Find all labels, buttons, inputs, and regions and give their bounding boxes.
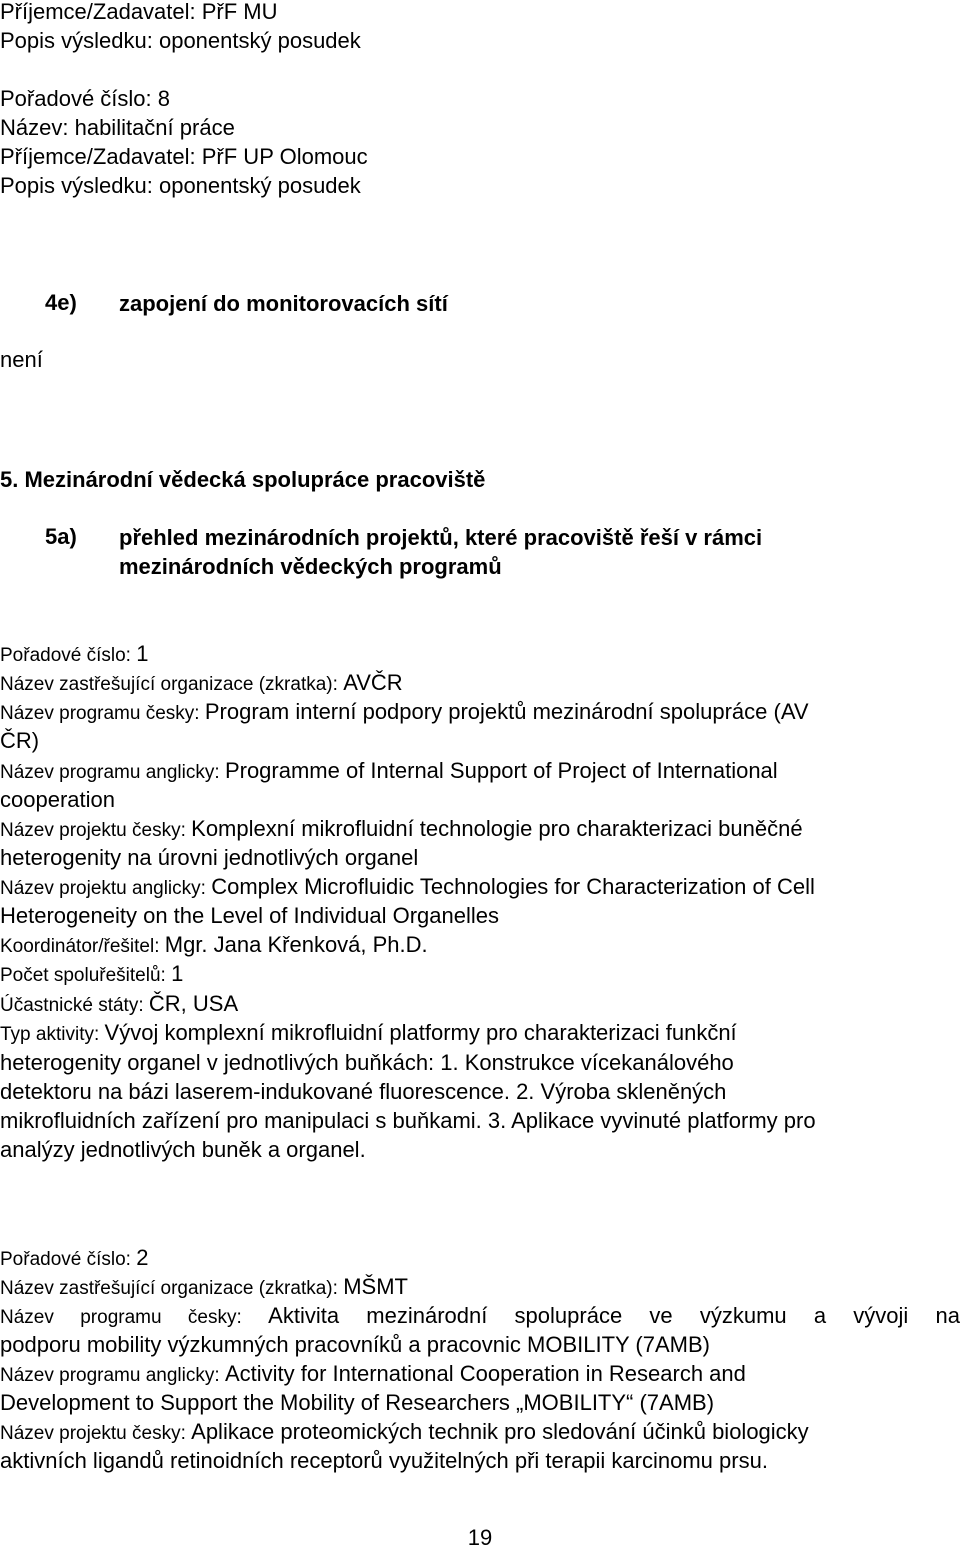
program-en-line bbox=[0, 1360, 746, 1390]
project-cz-continuation: heterogenity na úrovni jednotlivých organel bbox=[0, 845, 419, 870]
participating-states-line bbox=[0, 990, 238, 1020]
field-value: 2 bbox=[136, 1245, 149, 1270]
program-cz-continuation: ČR) bbox=[0, 728, 40, 753]
field-value: Aktivita mezinárodní spolupráce ve výzkumu a vývoji na bbox=[268, 1303, 960, 1328]
field-label: Název zastřešující organizace (zkratka): bbox=[0, 1278, 344, 1299]
field-value: ČR, USA bbox=[148, 991, 239, 1016]
field-value: Mgr. Jana Křenková, Ph.D. bbox=[164, 932, 428, 957]
section-title-line: mezinárodních vědeckých programů bbox=[119, 554, 502, 579]
organization-line bbox=[0, 1273, 408, 1303]
field-label: Pořadové číslo: bbox=[0, 645, 137, 666]
field-label: Název projektu anglicky: bbox=[0, 878, 212, 899]
field-label: Příjemce/Zadavatel: bbox=[0, 0, 202, 24]
chapter-title: 5. Mezinárodní vědecká spolupráce pracoviště bbox=[0, 467, 486, 492]
field-value: Aplikace proteomických technik pro sledování účinků biologicky bbox=[191, 1419, 809, 1444]
field-value: 1 bbox=[136, 641, 149, 666]
section-title: zapojení do monitorovacích sítí bbox=[119, 291, 448, 316]
section-number: 4e) bbox=[45, 290, 77, 315]
program-cz-line bbox=[0, 1302, 960, 1332]
order-number-line bbox=[0, 640, 149, 670]
activity-line bbox=[0, 1019, 737, 1049]
name-line bbox=[0, 114, 235, 142]
program-cz-continuation: podporu mobility výzkumných pracovníků a pracovnic MOBILITY (7AMB) bbox=[0, 1332, 710, 1357]
field-label: Název programu anglicky: bbox=[0, 1365, 225, 1386]
recipient-line bbox=[0, 143, 368, 171]
activity-continuation: mikrofluidních zařízení pro manipulaci s buňkami. 3. Aplikace vyvinuté platformy pro bbox=[0, 1108, 816, 1133]
field-value: Program interní podpory projektů mezinárodní spolupráce (AV bbox=[204, 699, 809, 724]
recipient-line bbox=[0, 0, 278, 26]
field-label: Pořadové číslo: bbox=[0, 86, 158, 111]
field-label: Účastnické státy: bbox=[0, 995, 149, 1016]
coordinator-line bbox=[0, 931, 428, 961]
field-value: AVČR bbox=[343, 670, 403, 695]
field-label: Popis výsledku: bbox=[0, 173, 159, 198]
field-value: Activity for International Cooperation in Research and bbox=[224, 1361, 746, 1386]
program-en-continuation: Development to Support the Mobility of Researchers „MOBILITY“ (7AMB) bbox=[0, 1390, 715, 1415]
project-cz-line bbox=[0, 815, 803, 845]
section-text: není bbox=[0, 347, 43, 372]
field-value: oponentský posudek bbox=[158, 173, 361, 198]
section-number: 5a) bbox=[45, 524, 77, 549]
description-line bbox=[0, 172, 361, 200]
field-value: 1 bbox=[171, 961, 184, 986]
field-value: PřF UP Olomouc bbox=[201, 144, 368, 169]
field-value: PřF MU bbox=[201, 0, 278, 24]
field-value: Komplexní mikrofluidní technologie pro charakterizaci buněčné bbox=[191, 816, 803, 841]
field-label: Počet spoluřešitelů: bbox=[0, 965, 172, 986]
field-label: Pořadové číslo: bbox=[0, 1249, 137, 1270]
field-value: 8 bbox=[157, 86, 170, 111]
field-label: Název programu česky: bbox=[0, 1307, 269, 1328]
field-label: Koordinátor/řešitel: bbox=[0, 936, 165, 957]
field-label: Typ aktivity: bbox=[0, 1024, 105, 1045]
field-label: Popis výsledku: bbox=[0, 28, 159, 53]
field-value: oponentský posudek bbox=[158, 28, 361, 53]
section-title-line: přehled mezinárodních projektů, které pracoviště řeší v rámci bbox=[119, 525, 763, 550]
project-en-line bbox=[0, 873, 815, 903]
project-cz-line bbox=[0, 1418, 809, 1448]
project-cz-continuation: aktivních ligandů retinoidních receptorů využitelných při terapii karcinomu prsu. bbox=[0, 1448, 768, 1473]
program-en-line bbox=[0, 757, 778, 787]
field-value: MŠMT bbox=[343, 1274, 408, 1299]
activity-continuation: heterogenity organel v jednotlivých buňkách: 1. Konstrukce vícekanálového bbox=[0, 1050, 734, 1075]
field-label: Název projektu česky: bbox=[0, 1423, 192, 1444]
field-label: Příjemce/Zadavatel: bbox=[0, 144, 202, 169]
field-value: Complex Microfluidic Technologies for Characterization of Cell bbox=[211, 874, 815, 899]
field-value: Vývoj komplexní mikrofluidní platformy pro charakterizaci funkční bbox=[104, 1020, 737, 1045]
field-label: Název projektu česky: bbox=[0, 820, 192, 841]
organization-line bbox=[0, 669, 403, 699]
activity-continuation: analýzy jednotlivých buněk a organel. bbox=[0, 1137, 366, 1162]
project-en-continuation: Heterogeneity on the Level of Individual Organelles bbox=[0, 903, 499, 928]
page-number: 19 bbox=[467, 1525, 493, 1550]
order-number-line bbox=[0, 85, 170, 113]
field-label: Název programu anglicky: bbox=[0, 762, 225, 783]
order-number-line bbox=[0, 1244, 149, 1274]
field-value: Programme of Internal Support of Project of International bbox=[224, 758, 778, 783]
program-en-continuation: cooperation bbox=[0, 787, 115, 812]
field-label: Název: bbox=[0, 115, 75, 140]
description-line bbox=[0, 27, 361, 55]
field-label: Název zastřešující organizace (zkratka): bbox=[0, 674, 344, 695]
cosolvers-line bbox=[0, 960, 183, 990]
field-label: Název programu česky: bbox=[0, 703, 205, 724]
field-value: habilitační práce bbox=[74, 115, 235, 140]
program-cz-line bbox=[0, 698, 809, 728]
activity-continuation: detektoru na bázi laserem-indukované fluorescence. 2. Výroba skleněných bbox=[0, 1079, 727, 1104]
